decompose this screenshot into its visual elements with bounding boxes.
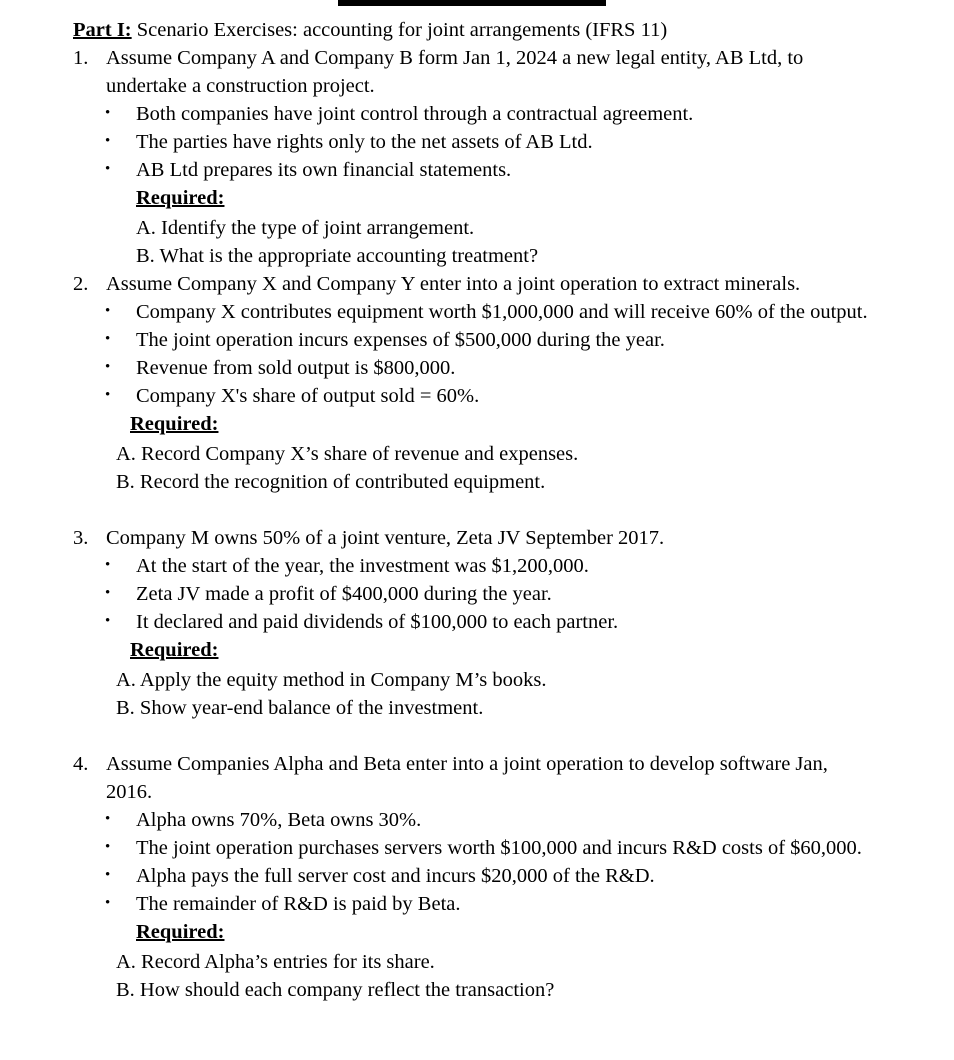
- page-title-rest: Scenario Exercises: accounting for joint arrangements (IFRS 11): [131, 19, 668, 41]
- bullet-item: [105, 100, 954, 128]
- required-label: Required:: [136, 187, 225, 209]
- required-sub-item: A. Record Alpha’s entries for its share.: [116, 951, 435, 973]
- bullet-item: [105, 298, 954, 326]
- bullet-dot-icon: •: [105, 105, 111, 121]
- bullet-item: [105, 806, 954, 834]
- bullet-text: Zeta JV made a profit of $400,000 during the year.: [136, 583, 552, 605]
- bullet-text: Alpha pays the full server cost and incurs $20,000 of the R&D.: [136, 865, 655, 887]
- section-gap: [0, 722, 954, 750]
- section-gap: [0, 496, 954, 524]
- bullet-dot-icon: •: [105, 359, 111, 375]
- bullet-dot-icon: •: [105, 387, 111, 403]
- bullet-text: Both companies have joint control through a contractual agreement.: [136, 103, 694, 125]
- list-item: [73, 750, 954, 806]
- required-label-row: [130, 410, 954, 440]
- bullet-item: [105, 608, 954, 636]
- required-label: Required:: [130, 639, 219, 661]
- bullet-dot-icon: •: [105, 331, 111, 347]
- required-label: Required:: [136, 921, 225, 943]
- bullet-dot-icon: •: [105, 557, 111, 573]
- bullet-item: [105, 128, 954, 156]
- list-item-line: Assume Companies Alpha and Beta enter into a joint operation to develop software Jan,: [106, 753, 828, 775]
- list-item-line: Assume Company X and Company Y enter into a joint operation to extract minerals.: [106, 273, 801, 295]
- list-item-line: 2016.: [106, 781, 153, 803]
- list-item-text: [106, 524, 954, 552]
- bullet-dot-icon: •: [105, 895, 111, 911]
- bullet-dot-icon: •: [105, 811, 111, 827]
- bullet-item: [105, 580, 954, 608]
- bullet-item: [105, 156, 954, 184]
- list-item-number: 2.: [73, 273, 89, 295]
- list-item: [73, 44, 954, 100]
- required-sub-item: A. Identify the type of joint arrangement.: [136, 217, 475, 239]
- required-sub-item: B. How should each company reflect the transaction?: [116, 979, 555, 1001]
- bullet-text: Company X's share of output sold = 60%.: [136, 385, 480, 407]
- bullet-text: The joint operation incurs expenses of $500,000 during the year.: [136, 329, 665, 351]
- bullet-item: [105, 552, 954, 580]
- required-sub-item: B. Show year-end balance of the investment.: [116, 697, 484, 719]
- bullet-text: At the start of the year, the investment was $1,200,000.: [136, 555, 589, 577]
- list-item-text: [106, 44, 954, 100]
- list-item-text: [106, 750, 954, 806]
- bullet-dot-icon: •: [105, 613, 111, 629]
- bullet-text: AB Ltd prepares its own financial statements.: [136, 159, 512, 181]
- bullet-text: The remainder of R&D is paid by Beta.: [136, 893, 461, 915]
- required-sub-item: B. What is the appropriate accounting treatment?: [136, 245, 539, 267]
- bullet-text: The joint operation purchases servers worth $100,000 and incurs R&D costs of $60,000.: [136, 837, 862, 859]
- bullet-item: [105, 382, 954, 410]
- redaction-bar: [338, 0, 606, 6]
- bullet-dot-icon: •: [105, 161, 111, 177]
- bullet-item: [105, 354, 954, 382]
- page-title-lead: Part I:: [73, 19, 132, 41]
- bullet-dot-icon: •: [105, 133, 111, 149]
- list-item: [73, 524, 954, 552]
- required-label-row: [136, 918, 954, 948]
- required-label-row: [136, 184, 954, 214]
- page-title: [73, 16, 954, 44]
- list-item: [73, 270, 954, 298]
- bullet-item: [105, 834, 954, 862]
- list-item-text: [106, 270, 954, 298]
- bullet-item: [105, 326, 954, 354]
- required-sub-item: B. Record the recognition of contributed equipment.: [116, 471, 546, 493]
- required-label: Required:: [130, 413, 219, 435]
- list-item-number: 4.: [73, 753, 89, 775]
- bullet-dot-icon: •: [105, 303, 111, 319]
- list-item-number: 3.: [73, 527, 89, 549]
- list-item-line: Assume Company A and Company B form Jan 1, 2024 a new legal entity, AB Ltd, to: [106, 47, 804, 69]
- required-sub-item: A. Record Company X’s share of revenue and expenses.: [116, 443, 579, 465]
- list-item-line: undertake a construction project.: [106, 75, 375, 97]
- bullet-text: Revenue from sold output is $800,000.: [136, 357, 456, 379]
- bullet-item: [105, 862, 954, 890]
- bullet-dot-icon: •: [105, 867, 111, 883]
- bullet-dot-icon: •: [105, 839, 111, 855]
- bullet-text: The parties have rights only to the net assets of AB Ltd.: [136, 131, 593, 153]
- bullet-item: [105, 890, 954, 918]
- required-label-row: [130, 636, 954, 666]
- list-item-number: 1.: [73, 47, 89, 69]
- bullet-text: It declared and paid dividends of $100,000 to each partner.: [136, 611, 619, 633]
- document-content: [0, 16, 954, 1004]
- bullet-text: Alpha owns 70%, Beta owns 30%.: [136, 809, 422, 831]
- required-sub-item: A. Apply the equity method in Company M’s books.: [116, 669, 547, 691]
- list-item-line: Company M owns 50% of a joint venture, Zeta JV September 2017.: [106, 527, 665, 549]
- bullet-dot-icon: •: [105, 585, 111, 601]
- bullet-text: Company X contributes equipment worth $1,000,000 and will receive 60% of the output.: [136, 301, 868, 323]
